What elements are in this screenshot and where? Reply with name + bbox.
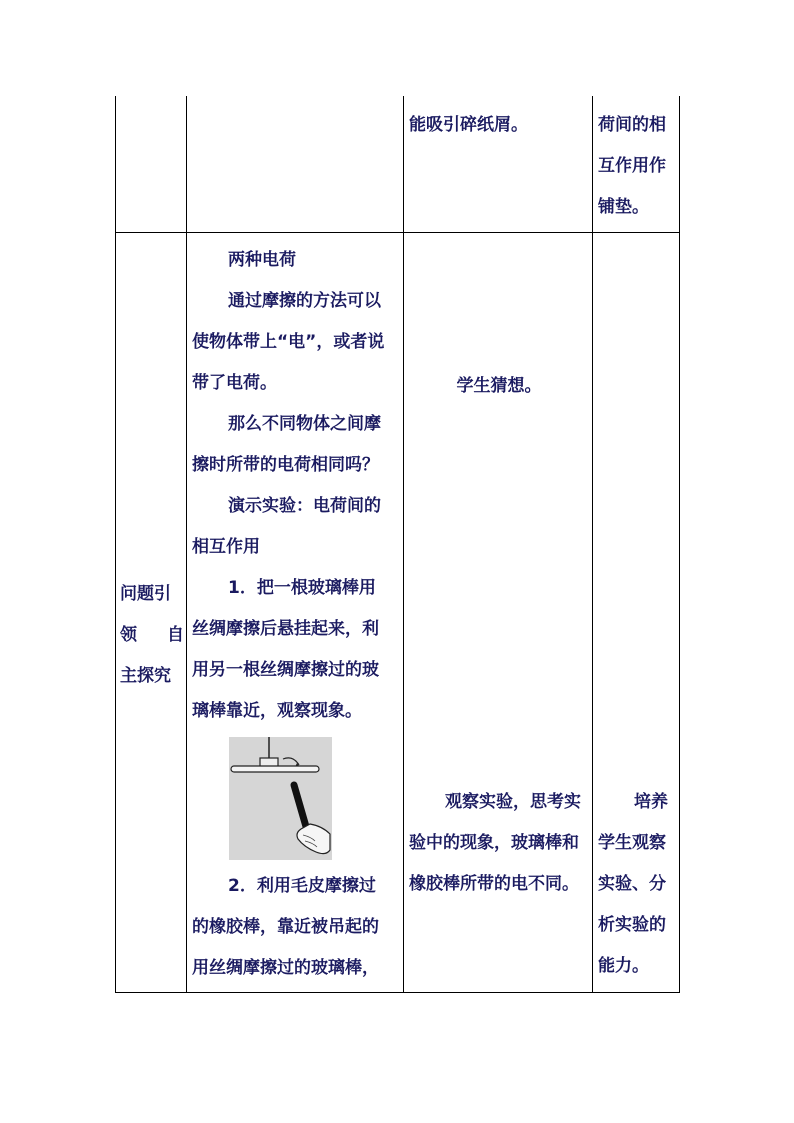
student-activity-line: 橡胶棒所带的电不同。 xyxy=(409,874,579,894)
paragraph-line: 用丝绸摩擦过的玻璃棒， xyxy=(192,958,379,978)
row1-purpose-line: 荷间的相 xyxy=(598,115,666,135)
paragraph-line: 那么不同物体之间摩 xyxy=(228,414,381,434)
paragraph-line: 相互作用 xyxy=(192,537,260,557)
student-activity-text: 学生猜想。 xyxy=(456,376,542,396)
experiment-illustration xyxy=(229,737,332,860)
row1-purpose-line: 互作用作 xyxy=(598,156,666,176)
table-row-divider xyxy=(115,232,680,233)
stage-char: 领 xyxy=(120,625,137,645)
student-activity-line: 观察实验，思考实 xyxy=(445,792,581,812)
stage-line: 主探究 xyxy=(120,666,171,686)
table-divider-col1 xyxy=(186,96,187,993)
table-divider-col3 xyxy=(592,96,593,993)
row2-student-guess-cell xyxy=(409,366,589,407)
paragraph-line: 擦时所带的电荷相同吗？ xyxy=(192,455,379,475)
table-border-left xyxy=(115,96,116,993)
paragraph-line: 使物体带上“电”，或者说 xyxy=(192,332,385,352)
purpose-line: 实验、分 xyxy=(598,874,666,894)
row2-student-observe-cell xyxy=(409,782,589,905)
purpose-line: 学生观察 xyxy=(598,833,666,853)
paragraph-line: 丝绸摩擦后悬挂起来，利 xyxy=(192,619,379,639)
row1-purpose-cell xyxy=(598,105,678,228)
paragraph-line: 璃棒靠近，观察现象。 xyxy=(192,701,362,721)
table-border-right xyxy=(679,96,680,993)
experiment-figure xyxy=(229,737,332,860)
paragraph-line: 通过摩擦的方法可以 xyxy=(228,291,381,311)
row1-activity-text: 能吸引碎纸屑。 xyxy=(409,115,528,135)
paragraph-line: 2．利用毛皮摩擦过 xyxy=(228,876,376,896)
stage-line xyxy=(120,615,184,656)
row2-stage-cell xyxy=(120,574,184,697)
stage-char: 自 xyxy=(167,625,184,645)
paragraph-line: 用另一根丝绸摩擦过的玻 xyxy=(192,660,379,680)
purpose-line: 培养 xyxy=(634,792,668,812)
section-heading: 两种电荷 xyxy=(228,250,296,270)
student-activity-line: 验中的现象，玻璃棒和 xyxy=(409,833,579,853)
paragraph-line: 带了电荷。 xyxy=(192,373,277,393)
table-border-bottom xyxy=(115,992,680,993)
row1-activity-cell xyxy=(409,105,589,146)
row2-purpose-cell xyxy=(598,782,678,987)
stage-line: 问题引 xyxy=(120,584,171,604)
row2-teacher-cell xyxy=(192,240,399,989)
paragraph-line: 演示实验：电荷间的 xyxy=(228,496,381,516)
purpose-line: 析实验的 xyxy=(598,915,666,935)
table-divider-col2 xyxy=(403,96,404,993)
row1-purpose-line: 铺垫。 xyxy=(598,197,649,217)
paragraph-line: 的橡胶棒，靠近被吊起的 xyxy=(192,917,379,937)
purpose-line: 能力。 xyxy=(598,956,649,976)
paragraph-line: 1．把一根玻璃棒用 xyxy=(228,578,376,598)
